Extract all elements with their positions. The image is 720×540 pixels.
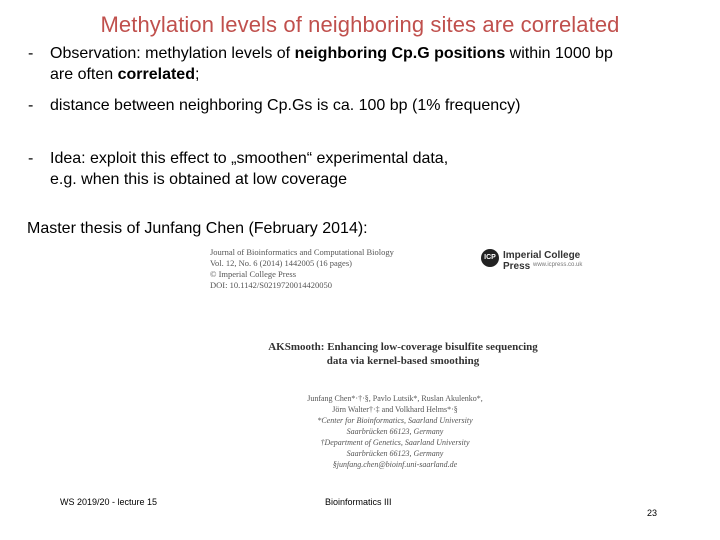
author-line: Junfang Chen*·†·§, Pavlo Lutsik*, Ruslan Akulenko*, — [307, 394, 483, 403]
bullet-text: ; — [194, 66, 200, 83]
slide-title: Methylation levels of neighboring sites are correlated — [100, 12, 620, 37]
bullet-text: e.g. when this is obtained at low coverage — [50, 171, 348, 188]
bullet-dash: - — [28, 45, 34, 62]
paper-authors — [285, 393, 505, 470]
footer-course: WS 2019/20 - lecture 15 — [60, 497, 158, 507]
author-line: Jörn Walter†·‡ and Volkhard Helms*·§ — [332, 405, 458, 414]
publisher-seal-icon: ICP — [481, 249, 499, 267]
author-line: Saarbrücken 66123, Germany — [346, 449, 444, 458]
journal-line: © Imperial College Press — [210, 269, 297, 279]
journal-line: DOI: 10.1142/S0219720014420050 — [210, 280, 332, 290]
publisher-web: www.icpress.co.uk — [533, 262, 583, 268]
bullet-text: Idea: exploit this effect to „smoothen“ experimental data, — [50, 150, 449, 167]
bullet-idea — [24, 148, 704, 190]
paper-excerpt-image — [205, 243, 585, 478]
bullet-bold-text: correlated — [117, 66, 195, 83]
journal-info — [210, 247, 394, 291]
footer-subject: Bioinformatics III — [325, 497, 392, 507]
author-line: †Department of Genetics, Saarland University — [320, 438, 470, 447]
publisher-logo — [481, 247, 585, 275]
author-line: §junfang.chen@bioinf.uni-saarland.de — [332, 460, 458, 469]
paper-title-line: AKSmooth: Enhancing low-coverage bisulfite sequencing — [268, 341, 538, 353]
bullet-observation — [24, 43, 704, 85]
bullet-distance — [24, 95, 704, 116]
bullet-dash: - — [28, 97, 34, 114]
journal-line: Journal of Bioinformatics and Computational Biology — [210, 247, 394, 257]
paper-title-line: data via kernel-based smoothing — [326, 355, 480, 367]
author-line: Saarbrücken 66123, Germany — [346, 427, 444, 436]
master-thesis-caption: Master thesis of Junfang Chen (February 2014): — [27, 220, 368, 237]
paper-title — [253, 340, 553, 368]
bullet-dash: - — [28, 150, 34, 167]
author-line: *Center for Bioinformatics, Saarland University — [317, 416, 473, 425]
bullet-bold-text: neighboring Cp.G positions — [294, 45, 506, 62]
journal-line: Vol. 12, No. 6 (2014) 1442005 (16 pages) — [210, 258, 352, 268]
bullet-text: within 1000 bp — [505, 45, 613, 62]
page-number: 23 — [647, 508, 658, 518]
bullet-text: distance between neighboring Cp.Gs is ca. 100 bp (1% frequency) — [50, 97, 521, 114]
publisher-name: Imperial College Press — [503, 250, 581, 272]
bullet-text: are often — [50, 66, 118, 83]
bullet-text: Observation: methylation levels of — [50, 45, 295, 62]
